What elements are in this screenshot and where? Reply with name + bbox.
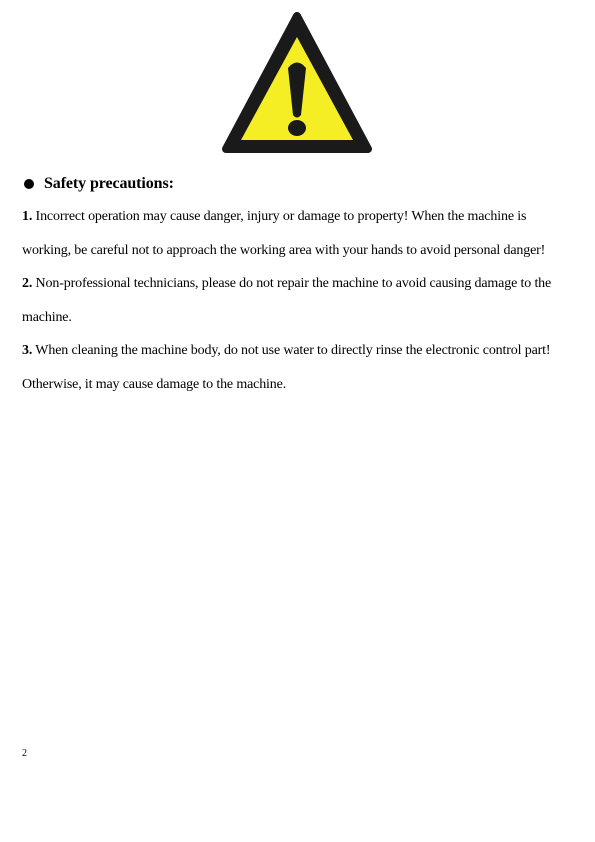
item-text: When cleaning the machine body, do not use water to directly rinse the electronic control part! Otherwise, it may cause damage to the machine. [22,343,551,392]
bullet-icon [24,179,34,189]
safety-item [22,267,574,334]
item-number: 3. [22,343,33,358]
safety-list [22,200,574,401]
safety-item [22,334,574,401]
item-number: 1. [22,209,33,224]
safety-item [22,200,574,267]
item-text: Incorrect operation may cause danger, injury or damage to property! When the machine is working, be careful not to approach the working area with your hands to avoid personal danger! [22,209,546,258]
page-number: 2 [22,748,27,759]
item-text: Non-professional technicians, please do not repair the machine to avoid causing damage to the machine. [22,276,552,325]
warning-triangle-icon [222,12,372,155]
section-heading-text: Safety precautions: [44,175,174,192]
item-number: 2. [22,276,33,291]
section-heading [22,172,174,196]
